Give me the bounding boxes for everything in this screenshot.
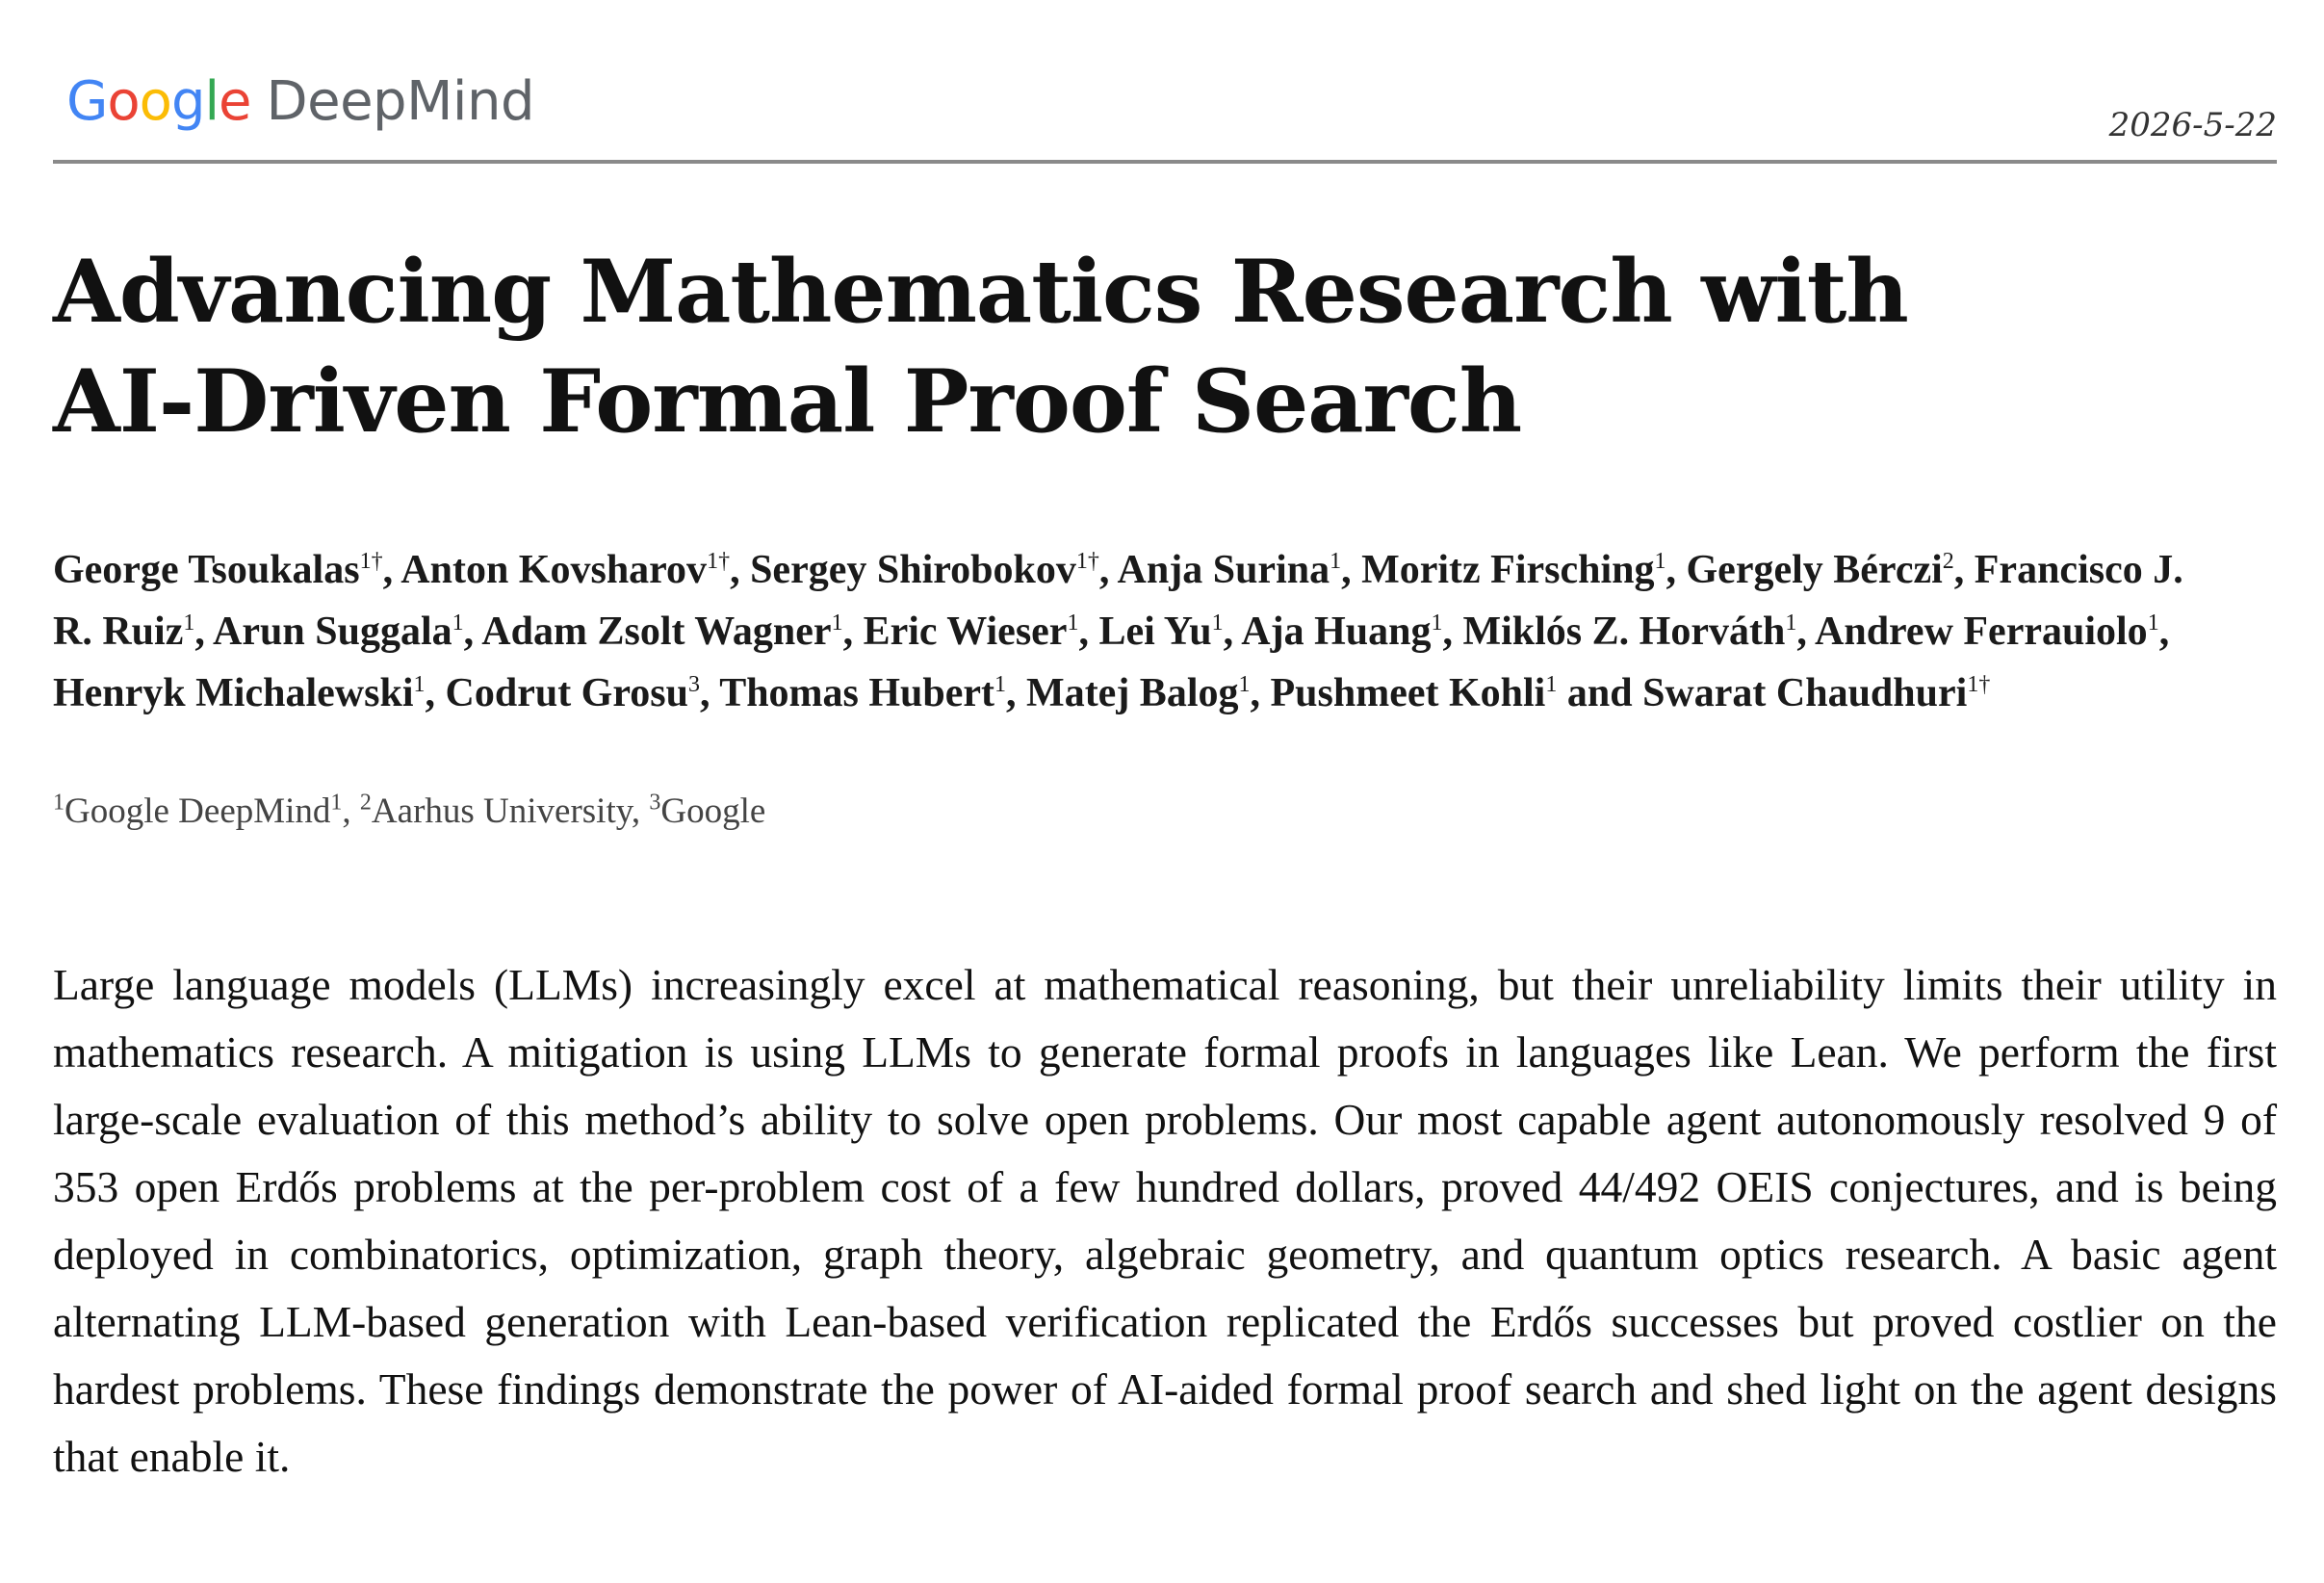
author-affiliation-mark: 1† — [359, 549, 383, 574]
author-name: Lei Yu — [1098, 610, 1212, 654]
author-name: Aja Huang — [1241, 610, 1432, 654]
author-affiliation-mark: 1 — [2147, 610, 2159, 636]
author-name: Eric Wieser — [863, 610, 1068, 654]
author-name: Adam Zsolt Wagner — [481, 610, 832, 654]
author-affiliation-mark: 1† — [707, 549, 731, 574]
paper-title — [53, 237, 2277, 456]
author-name: Thomas Hubert — [719, 671, 995, 715]
google-letter: e — [219, 70, 251, 133]
author-name: Matej Balog — [1026, 671, 1239, 715]
author-affiliation-mark: 1 — [1067, 610, 1079, 636]
affiliation-name: Aarhus University — [371, 792, 632, 831]
affiliation-name: Google DeepMind — [65, 792, 331, 831]
affiliation-number: 2 — [359, 790, 372, 816]
author-affiliation-mark: 1 — [413, 672, 426, 697]
title-line-1: Advancing Mathematics Research with — [53, 241, 1908, 343]
google-letter: g — [170, 70, 205, 133]
google-wordmark — [66, 70, 251, 133]
author-affiliation-mark: 1† — [1075, 549, 1099, 574]
author-name: Codrut Grosu — [445, 671, 688, 715]
author-name: Andrew Ferrauiolo — [1815, 610, 2148, 654]
author-name: Francisco J. R. Ruiz — [53, 548, 2183, 654]
author-affiliation-mark: 2 — [1942, 549, 1954, 574]
abstract-text: Large language models (LLMs) increasingly excel at mathematical reasoning, but their unreliability limits their utility in mathematics research. A mitigation is using LLMs to generate formal proofs in languages like Lean. We perform the first large-scale evaluation of this method’s ability to solve open problems. Our most capable agent autonomously resolved 9 of 353 open Erdős problems at the per-problem cost of a few hundred dollars, proved 44/492 OEIS conjectures, and is being deployed in combinatorics, optimization, graph theory, algebraic geometry, and quantum optics research. A basic agent alternating LLM-based generation with Lean-based verification replicated the Erdős successes but proved costlier on the hardest problems. These findings demonstrate the power of AI-aided formal proof search and shed light on the agent designs that enable it. — [53, 960, 2277, 1481]
author-name: Gergely Bérczi — [1686, 548, 1943, 592]
title-line-2: AI-Driven Formal Proof Search — [53, 350, 1522, 453]
author-affiliation-mark: 1 — [1330, 549, 1342, 574]
author-name: Sergey Shirobokov — [750, 548, 1076, 592]
affiliation-name: Google — [660, 792, 766, 831]
author-name: Miklós Z. Horváth — [1462, 610, 1786, 654]
google-deepmind-logo — [66, 70, 534, 133]
paper-page — [53, 0, 2277, 1583]
google-letter: l — [204, 70, 219, 133]
author-name: Swarat Chaudhuri — [1642, 671, 1968, 715]
author-name: Moritz Firsching — [1361, 548, 1655, 592]
author-affiliation-mark: 1 — [1238, 672, 1251, 697]
author-name: George Tsoukalas — [53, 548, 360, 592]
author-affiliation-mark: 3 — [687, 672, 700, 697]
author-affiliation-mark: 1 — [1211, 610, 1224, 636]
author-name: Anja Surina — [1117, 548, 1330, 592]
author-name: Arun Suggala — [213, 610, 452, 654]
author-name: Pushmeet Kohli — [1270, 671, 1546, 715]
author-affiliation-mark: 1† — [1967, 672, 1991, 697]
deepmind-wordmark: DeepMind — [266, 70, 534, 133]
author-affiliation-mark: 1 — [1654, 549, 1666, 574]
header-rule — [53, 160, 2277, 164]
affiliation-list: $^1$Google DeepMind$^1$, $^2$Aarhus University, $^3$Google — [53, 790, 766, 831]
publication-date: 2026-5-22 — [2108, 106, 2277, 144]
author-affiliation-mark: 1 — [183, 610, 195, 636]
author-name: Henryk Michalewski — [53, 671, 414, 715]
author-affiliation-mark: 1 — [831, 610, 843, 636]
author-affiliation-mark: 1 — [1431, 610, 1443, 636]
author-affiliation-mark: 1 — [1785, 610, 1797, 636]
author-affiliation-mark: 1 — [1545, 672, 1558, 697]
google-letter: G — [66, 70, 108, 133]
affiliation-number: 3 — [649, 790, 661, 816]
author-affiliation-mark: 1 — [452, 610, 464, 636]
google-letter: o — [107, 70, 140, 133]
affiliation-trailing-mark: 1 — [330, 790, 343, 816]
author-affiliation-mark: 1 — [994, 672, 1007, 697]
page-header — [53, 67, 2277, 164]
affiliation-number: 1 — [53, 790, 65, 816]
author-name: Anton Kovsharov — [400, 548, 708, 592]
google-letter: o — [139, 70, 171, 133]
author-list: George Tsoukalas$^{1\dagger}$, Anton Kovsharov$^{1\dagger}$, Sergey Shirobokov$^{1\dagger}$, Anja Surina$^1$, Moritz Firsching$^1$, Gergely Bérczi$^2$, Francisco J. R. Ruiz$^1$, Arun Suggala$^1$, Adam Zsolt Wagner$^1$, Eric Wieser$^1$, Lei Yu$^1$, Aja Huang$^1$, Miklós Z. Horváth$^1$, Andrew Ferrauiolo$^1$, Henryk Michalewski$^1$, Codrut Grosu$^3$, Thomas Hubert$^1$, Matej Balog$^1$, Pushmeet Kohli$^1$ and Swarat Chaudhuri$^{1\dagger}$ — [53, 548, 2183, 715]
